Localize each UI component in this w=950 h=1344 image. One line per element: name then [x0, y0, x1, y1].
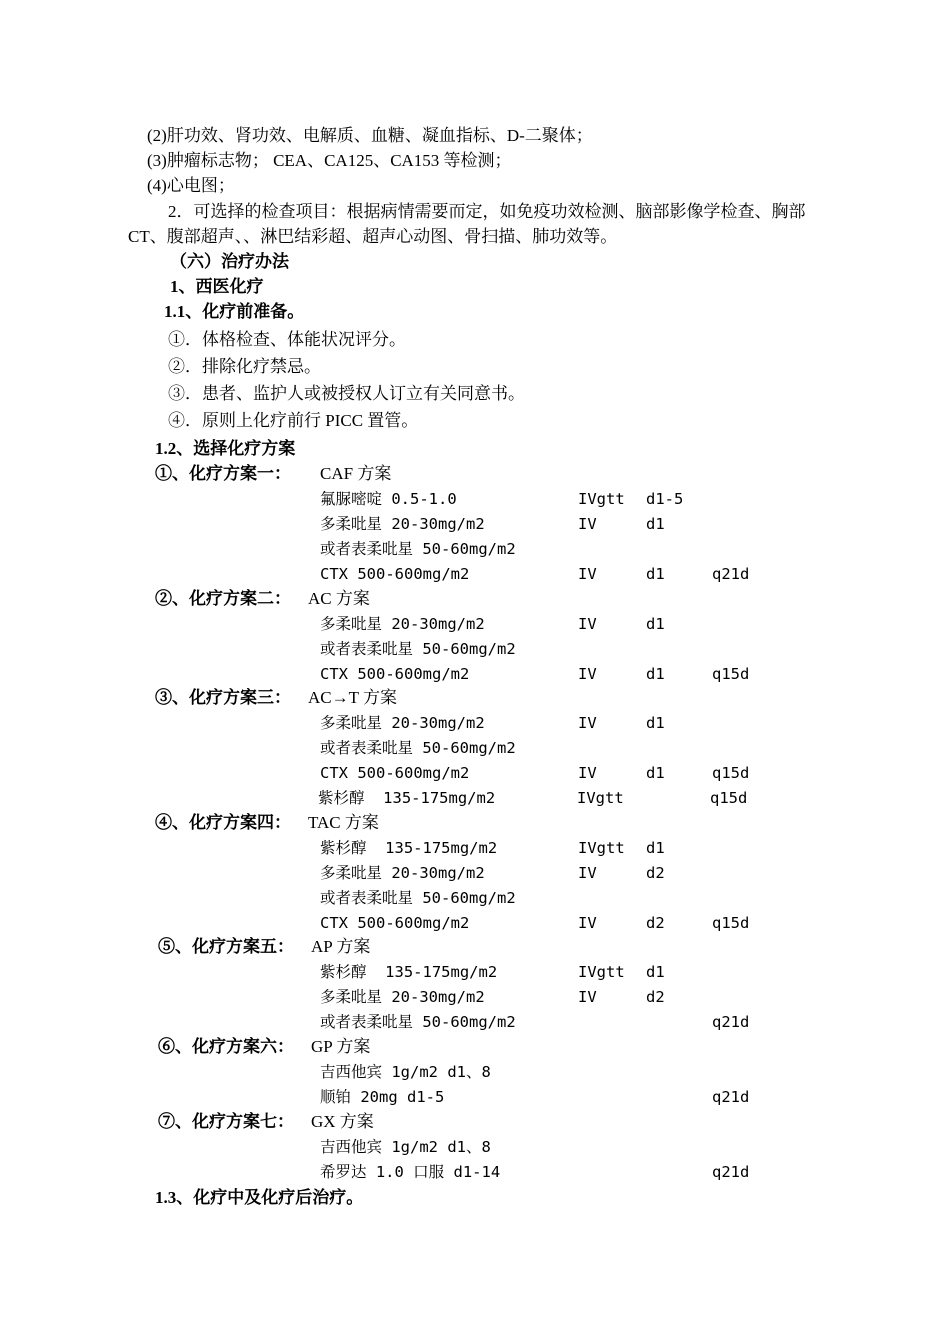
prep-item: ②．排除化疗禁忌。	[168, 357, 321, 376]
drug-name: 顺铂 20mg d1-5	[320, 1088, 445, 1106]
regimen-name: CAF 方案	[320, 464, 392, 483]
exam-item-ecg: (4)心电图；	[147, 176, 235, 195]
regimen-label: ④、化疗方案四：	[155, 813, 291, 832]
drug-day: d2	[646, 988, 665, 1006]
drug-cycle: q15d	[712, 764, 750, 782]
regimen-label: ③、化疗方案三：	[155, 688, 291, 707]
drug-day: d1	[646, 963, 665, 981]
drug-route: IV	[578, 515, 597, 533]
drug-cycle: q21d	[712, 1163, 750, 1181]
drug-route: IV	[578, 864, 597, 882]
after-chemo-heading: 1.3、化疗中及化疗后治疗。	[155, 1188, 364, 1207]
drug-route: IV	[578, 988, 597, 1006]
drug-name: 希罗达 1.0 口服 d1-14	[320, 1163, 501, 1181]
exam-item-liver-kidney: (2)肝功效、肾功效、电解质、血糖、凝血指标、D-二聚体；	[147, 126, 593, 145]
exam-item-tumor-markers: (3)肿瘤标志物； CEA、CA125、CA153 等检测；	[147, 151, 512, 170]
regimen-name: AC→T 方案	[308, 688, 397, 707]
drug-name: 吉西他宾 1g/m2 d1、8	[320, 1063, 491, 1081]
regimen-name: AP 方案	[311, 937, 371, 956]
drug-cycle: q15d	[710, 789, 748, 807]
drug-route: IV	[578, 914, 597, 932]
drug-name: CTX 500-600mg/m2	[320, 914, 470, 932]
drug-name: CTX 500-600mg/m2	[320, 665, 470, 683]
drug-name: 或者表柔吡星 50-60mg/m2	[320, 1013, 516, 1031]
drug-name: 紫杉醇 135-175mg/m2	[320, 839, 498, 857]
regimen-name: GX 方案	[311, 1112, 374, 1131]
drug-cycle: q21d	[712, 1013, 750, 1031]
western-chemo-heading: 1、西医化疗	[170, 277, 264, 296]
prep-item: ④．原则上化疗前行 PICC 置管。	[168, 411, 419, 430]
drug-route: IVgtt	[578, 839, 625, 857]
drug-day: d1	[646, 714, 665, 732]
prep-item: ①．体格检查、体能状况评分。	[168, 330, 406, 349]
regimen-label: ⑦、化疗方案七：	[158, 1112, 294, 1131]
drug-day: d1	[646, 615, 665, 633]
drug-route: IV	[578, 565, 597, 583]
drug-day: d1-5	[646, 490, 684, 508]
drug-route: IVgtt	[578, 490, 625, 508]
regimen-label: ⑥、化疗方案六：	[158, 1037, 294, 1056]
drug-name: CTX 500-600mg/m2	[320, 764, 470, 782]
drug-route: IV	[578, 764, 597, 782]
drug-cycle: q15d	[712, 665, 750, 683]
drug-cycle: q21d	[712, 1088, 750, 1106]
drug-route: IVgtt	[577, 789, 624, 807]
drug-day: d1	[646, 515, 665, 533]
drug-name: 紫杉醇 135-175mg/m2	[320, 963, 498, 981]
regimen-name: AC 方案	[308, 589, 370, 608]
drug-name: CTX 500-600mg/m2	[320, 565, 470, 583]
drug-route: IV	[578, 665, 597, 683]
drug-name: 或者表柔吡星 50-60mg/m2	[320, 739, 516, 757]
optional-exam-paragraph: 2．可选择的检查项目：根据病情需要而定，如免疫功效检测、脑部影像学检查、胸部 CT、腹部超声、、淋巴结彩超、超声心动图、骨扫描、肺功效等。	[128, 202, 806, 246]
choose-regimen-heading: 1.2、选择化疗方案	[155, 439, 296, 458]
drug-route: IVgtt	[578, 963, 625, 981]
drug-name: 多柔吡星 20-30mg/m2	[320, 615, 485, 633]
drug-name: 多柔吡星 20-30mg/m2	[320, 988, 485, 1006]
drug-name: 或者表柔吡星 50-60mg/m2	[320, 640, 516, 658]
drug-day: d1	[646, 764, 665, 782]
drug-route: IV	[578, 714, 597, 732]
drug-name: 紫杉醇 135-175mg/m2	[318, 789, 496, 807]
drug-name: 或者表柔吡星 50-60mg/m2	[320, 540, 516, 558]
regimen-label: ⑤、化疗方案五：	[158, 937, 294, 956]
prep-item: ③．患者、监护人或被授权人订立有关同意书。	[168, 384, 525, 403]
drug-name: 多柔吡星 20-30mg/m2	[320, 515, 485, 533]
regimen-name: GP 方案	[311, 1037, 371, 1056]
regimen-label: ①、化疗方案一：	[155, 464, 291, 483]
drug-name: 多柔吡星 20-30mg/m2	[320, 864, 485, 882]
drug-cycle: q15d	[712, 914, 750, 932]
drug-day: d1	[646, 839, 665, 857]
drug-day: d2	[646, 864, 665, 882]
drug-day: d2	[646, 914, 665, 932]
regimen-name: TAC 方案	[308, 813, 379, 832]
treatment-heading: （六）治疗办法	[170, 252, 289, 271]
prep-heading: 1.1、化疗前准备。	[164, 302, 305, 321]
drug-name: 吉西他宾 1g/m2 d1、8	[320, 1138, 491, 1156]
drug-day: d1	[646, 565, 665, 583]
drug-name: 多柔吡星 20-30mg/m2	[320, 714, 485, 732]
drug-day: d1	[646, 665, 665, 683]
drug-route: IV	[578, 615, 597, 633]
drug-cycle: q21d	[712, 565, 750, 583]
drug-name: 氟脲嘧啶 0.5-1.0	[320, 490, 457, 508]
regimen-label: ②、化疗方案二：	[155, 589, 291, 608]
drug-name: 或者表柔吡星 50-60mg/m2	[320, 889, 516, 907]
